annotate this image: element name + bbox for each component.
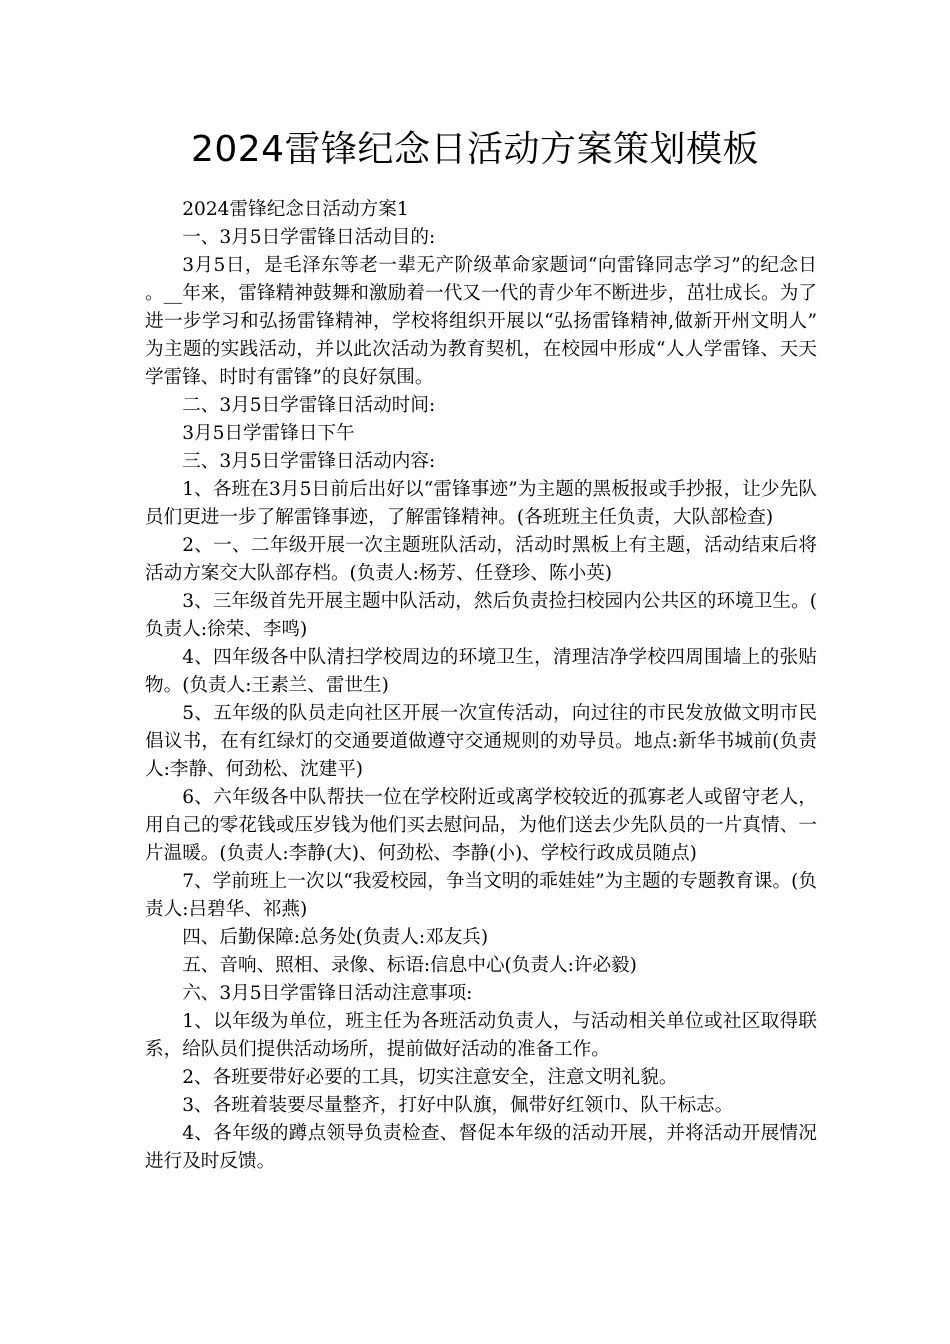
section-heading: 三、3月5日学雷锋日活动内容: — [182, 451, 436, 472]
list-item: 3、各班着装要尽量整齐，打好中队旗，佩带好红领巾、队干标志。 — [182, 1095, 734, 1116]
list-item: 7、学前班上一次以“我爱校园，争当文明的乖娃娃”为主题的专题教育课。(负责人:吕碧华、祁燕) — [145, 871, 817, 920]
document-title: 2024雷锋纪念日活动方案策划模板 — [190, 129, 760, 170]
list-item: 2、各班要带好必要的工具，切实注意安全，注意文明礼貌。 — [182, 1067, 678, 1088]
section-heading: 四、后勤保障:总务处(负责人:邓友兵) — [182, 927, 489, 948]
list-item: 1、各班在3月5日前后出好以“雷锋事迹”为主题的黑板报或手抄报，让少先队员们更进一步了解雷锋事迹，了解雷锋精神。(各班班主任负责，大队部检查) — [145, 479, 817, 528]
list-item: 1、以年级为单位，班主任为各班活动负责人，与活动相关单位或社区取得联系，给队员们提供活动场所，提前做好活动的准备工作。 — [145, 1011, 817, 1060]
list-item: 5、五年级的队员走向社区开展一次宣传活动，向过往的市民发放做文明市民倡议书，在有红绿灯的交通要道做遵守交通规则的劝导员。地点:新华书城前(负责人:李静、何劲松、沈建平) — [145, 703, 817, 780]
section-heading: 一、3月5日学雷锋日活动目的: — [182, 227, 436, 248]
list-item: 4、各年级的蹲点领导负责检查、督促本年级的活动开展，并将活动开展情况进行及时反馈。 — [145, 1123, 817, 1172]
list-item: 3、三年级首先开展主题中队活动，然后负责捡扫校园内公共区的环境卫生。(负责人:徐荣、李鸣) — [145, 591, 817, 640]
section-heading: 六、3月5日学雷锋日活动注意事项: — [182, 983, 473, 1004]
paragraph: 2024雷锋纪念日活动方案1 — [182, 199, 409, 220]
paragraph: 3月5日学雷锋日下午 — [182, 423, 355, 444]
list-item: 6、六年级各中队帮扶一位在学校附近或离学校较近的孤寡老人或留守老人，用自己的零花钱或压岁钱为他们买去慰问品，为他们送去少先队员的一片真情、一片温暖。(负责人:李静(大)、何劲松、李静(小)、学校行政成员随点) — [145, 787, 817, 864]
paragraph: 3月5日，是毛泽东等老一辈无产阶级革命家题词“向雷锋同志学习”的纪念日。__年来，雷锋精神鼓舞和激励着一代又一代的青少年不断进步，茁壮成长。为了进一步学习和弘扬雷锋精神，学校将组织开展以“弘扬雷锋精神,做新开州文明人”为主题的实践活动，并以此次活动为教育契机，在校园中形成“人人学雷锋、天天学雷锋、时时有雷锋”的良好氛围。 — [145, 255, 817, 388]
list-item: 2、一、二年级开展一次主题班队活动，活动时黑板上有主题，活动结束后将活动方案交大队部存档。(负责人:杨芳、任登珍、陈小英) — [145, 535, 817, 584]
section-heading: 五、音响、照相、录像、标语:信息中心(负责人:许必毅) — [182, 955, 637, 976]
list-item: 4、四年级各中队清扫学校周边的环境卫生，清理洁净学校四周围墙上的张贴物。(负责人:王素兰、雷世生) — [145, 647, 817, 696]
section-heading: 二、3月5日学雷锋日活动时间: — [182, 395, 436, 416]
document-body — [145, 196, 817, 1176]
